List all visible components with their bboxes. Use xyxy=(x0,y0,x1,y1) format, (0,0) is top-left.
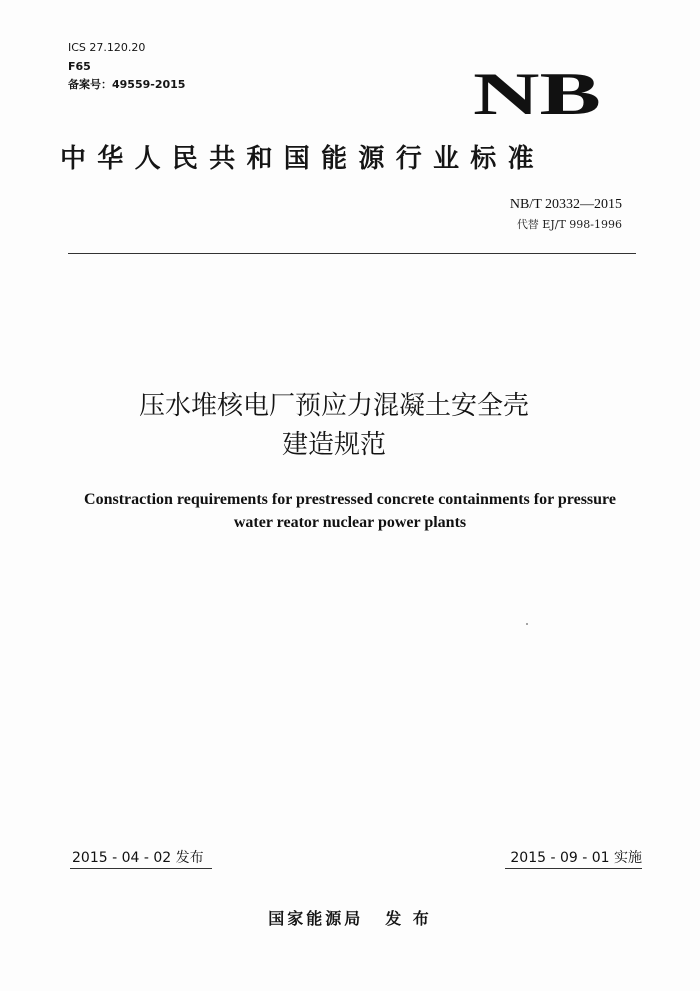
english-title-line-2: water reator nuclear power plants xyxy=(233,514,467,531)
replaces-standard: 代替 EJ/T 998-1996 xyxy=(516,218,622,231)
header-divider xyxy=(68,253,636,254)
issuer-action: 发 布 xyxy=(385,909,432,928)
nb-logo-text: NB xyxy=(473,62,601,124)
issuer-organization: 国家能源局 xyxy=(268,909,364,928)
industry-standard-title: 中华人民共和国能源行业标准 xyxy=(60,144,545,174)
english-title-line-1: Constraction requirements for prestressed concrete containments for pressure xyxy=(84,491,616,508)
chinese-title-line-2: 建造规范 xyxy=(281,430,386,460)
chinese-title-line-1: 压水堆核电厂预应力混凝土安全壳 xyxy=(138,391,529,421)
scan-speck xyxy=(526,623,528,625)
issuer-line xyxy=(0,908,700,930)
implementation-date: 2015 - 09 - 01 实施 xyxy=(510,850,642,866)
implementation-date-underline xyxy=(505,868,642,869)
standard-number: NB/T 20332—2015 xyxy=(509,197,622,212)
issue-date-underline xyxy=(70,868,212,869)
record-number: 备案号：49559-2015 xyxy=(68,78,186,91)
nb-logo xyxy=(472,62,602,124)
issue-date: 2015 - 04 - 02 发布 xyxy=(72,850,204,866)
ics-code: ICS 27.120.20 xyxy=(68,41,146,54)
classification-code: F65 xyxy=(68,60,91,73)
